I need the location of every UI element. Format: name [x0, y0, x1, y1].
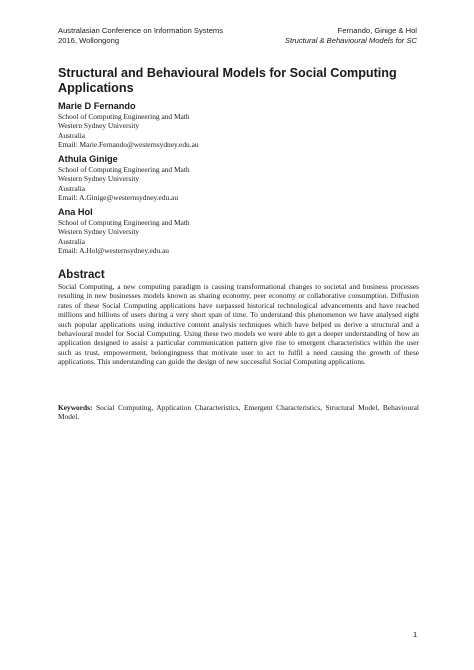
running-short-title: Structural & Behavioural Models for SC — [284, 36, 417, 45]
author-block — [58, 100, 418, 150]
running-header-left — [58, 26, 223, 46]
author-name: Athula Ginige — [58, 154, 118, 164]
author-country: Australia — [58, 183, 86, 193]
author-school: School of Computing Engineering and Math — [58, 165, 190, 174]
author-email: Email: Marie.Fernando@westernsydney.edu.au — [58, 140, 199, 150]
author-email: Email: A.Hol@westernsydney.edu.au — [58, 246, 170, 256]
author-university: Western Sydney University — [58, 227, 140, 237]
author-name: Marie D Fernando — [58, 101, 136, 111]
author-name: Ana Hol — [58, 207, 93, 217]
page-number: 1 — [413, 630, 418, 639]
author-block — [58, 206, 418, 256]
author-school: School of Computing Engineering and Math — [58, 112, 190, 121]
running-authors: Fernando, Ginige & Hol — [337, 26, 417, 35]
keywords-paragraph — [58, 403, 419, 422]
author-block — [58, 153, 418, 203]
running-header-right — [285, 26, 417, 46]
author-school: School of Computing Engineering and Math — [58, 218, 190, 227]
conference-name: Australasian Conference on Information Systems — [58, 26, 224, 35]
author-email: Email: A.Ginige@westernsydney.edu.au — [58, 193, 179, 203]
keywords-text: Social Computing, Application Characteristics, Emergent Characteristics, Structural Model, Behavioural Model. — [58, 403, 419, 422]
author-university: Western Sydney University — [58, 174, 140, 184]
keywords-label: Keywords: — [58, 403, 93, 412]
paper-title: Structural and Behavioural Models for Social Computing Applications — [58, 66, 397, 95]
author-country: Australia — [58, 130, 86, 140]
conference-year-location: 2016, Wollongong — [58, 36, 120, 45]
abstract-body: Social Computing, a new computing paradigm is causing transformational changes to societal and business processes resulting in new businesses models known as sharing economy, peer economy or collaborative consumption. Diffusion rates of these Social Computing applications have surpassed historical technological advancements and have reached millions and billions of users during a very short span of time. To understand this phenomenon we have analysed eight such popular applications using inductive content analysis techniques which have helped us derive a structural and a behavioural model for Social Computing. Using these two models we were able to get a deeper understanding of how an application designed to assist a particular communication pattern give rise to emergent characteristics within the user such as trust, empowerment, belongingness that motivate user to act to fulfil a need causing the growth of these applications. This understanding can guide the design of new successful Social Computing applications. — [58, 282, 419, 367]
abstract-heading: Abstract — [58, 269, 105, 281]
author-university: Western Sydney University — [58, 121, 140, 131]
author-country: Australia — [58, 236, 86, 246]
